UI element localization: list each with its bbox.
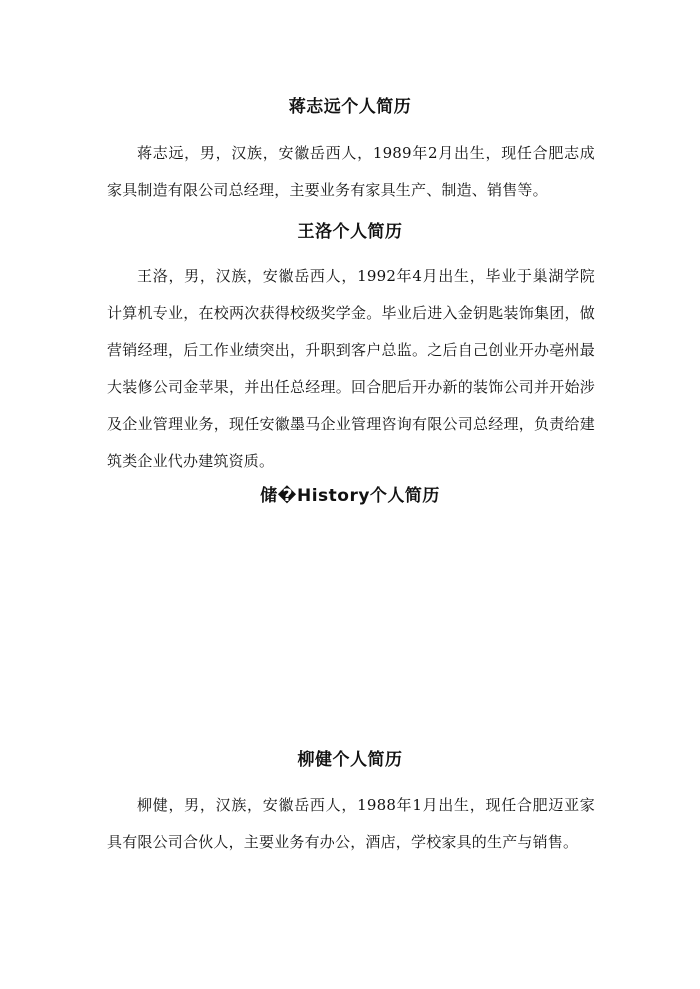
section-body-wang-luo: 王洛，男，汉族，安徽岳西人，1992年4月出生，毕业于巢湖学院计算机专业，在校两次获得校级奖学金。毕业后进入金钥匙装饰集团，做营销经理，后工作业绩突出，升职到客户总监。之后自己创业开办亳州最大装修公司金苹果，并出任总经理。回合肥后开办新的装饰公司并开始涉及企业管理业务，现任安徽墨马企业管理咨询有限公司总经理，负责给建筑类企业代办建筑资质。 [107,267,595,470]
section-title-jiang-zhiyuan: 蒋志远个人简历 [288,97,412,117]
section-body-liu-jian: 柳健，男，汉族，安徽岳西人，1988年1月出生，现任合肥迈亚家具有限公司合伙人，主要业务有办公，酒店，学校家具的生产与销售。 [107,796,595,851]
section-title-wang-luo: 王洛个人简历 [297,222,403,242]
section-title-chu-bing: 储�History个人简历 [260,486,440,506]
section-body-jiang-zhiyuan: 蒋志远，男，汉族，安徽岳西人，1989年2月出生，现任合肥志成家具制造有限公司总经理，主要业务有家具生产、制造、销售等。 [107,144,595,199]
section-title-liu-jian: 柳健个人简历 [297,750,403,770]
